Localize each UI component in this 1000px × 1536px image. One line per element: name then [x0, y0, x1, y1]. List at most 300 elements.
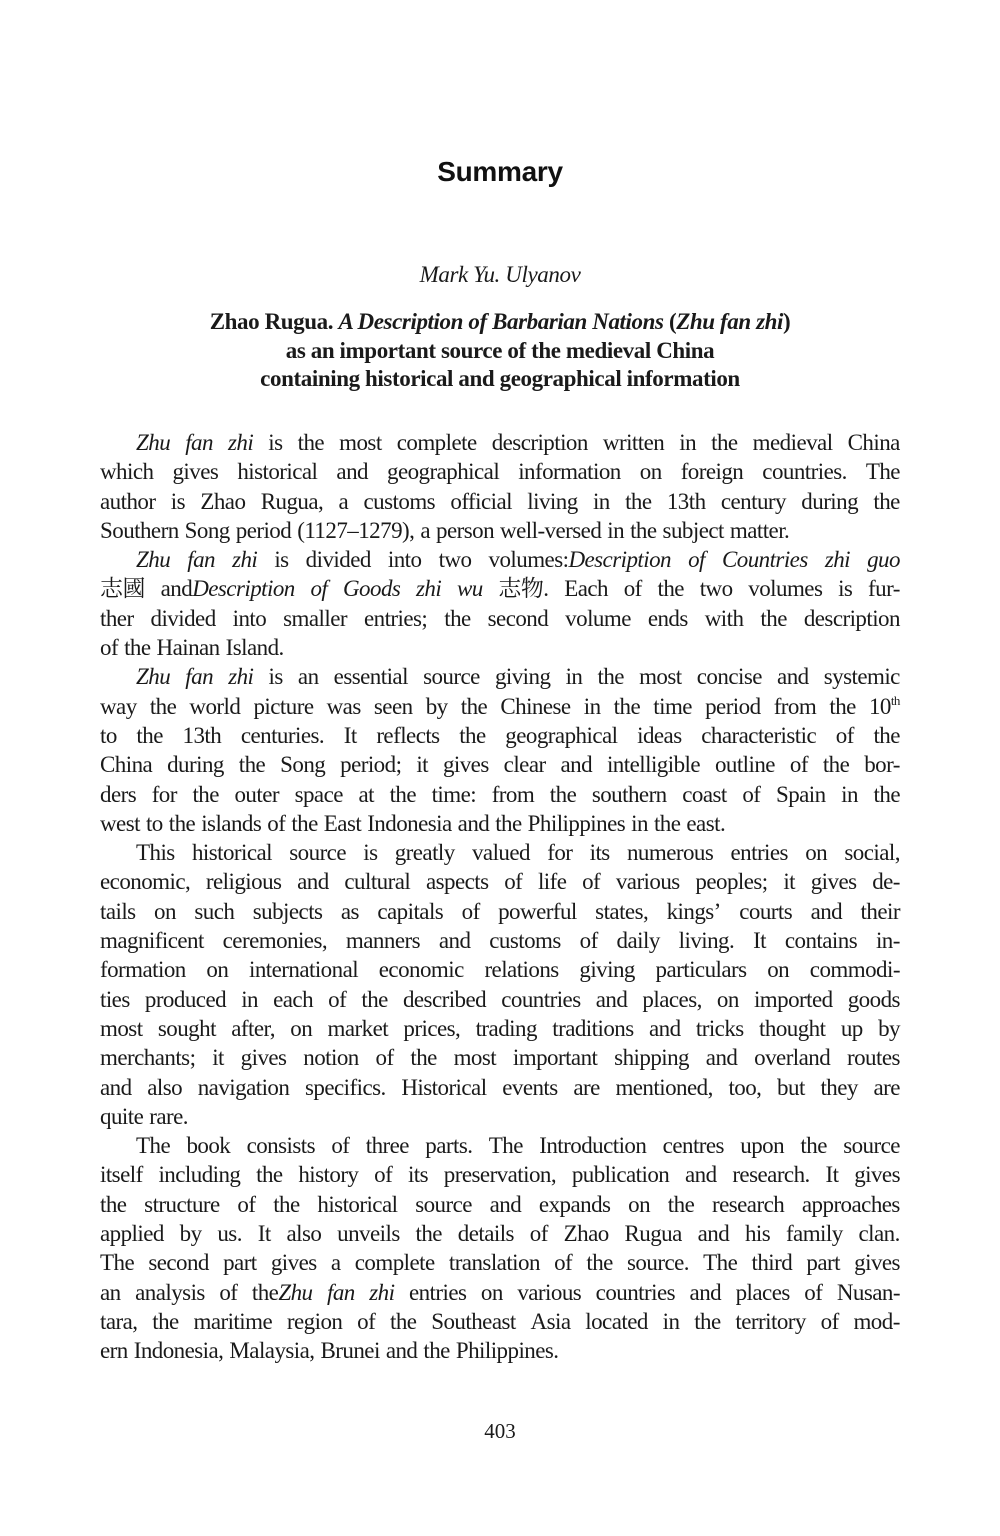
word: us. [217, 1221, 242, 1247]
word: its [589, 840, 610, 866]
word: foreign [680, 459, 744, 485]
word: gives [240, 1045, 287, 1071]
page-number: 403 [484, 1419, 516, 1443]
word: by [179, 1221, 202, 1247]
word: The [865, 459, 900, 485]
word: entries [730, 840, 788, 866]
word: to [100, 722, 117, 748]
word: 13th [666, 488, 706, 514]
word: Historical [401, 1074, 487, 1100]
word: the [423, 1338, 450, 1364]
word: are [573, 1074, 600, 1100]
word: book [186, 1133, 231, 1159]
word: shipping [614, 1045, 690, 1071]
word: characteristic [701, 722, 817, 748]
word: of [461, 898, 480, 924]
word: goods [847, 986, 900, 1012]
text-line [100, 1336, 900, 1365]
word: it [212, 1045, 224, 1071]
word: of [579, 928, 598, 954]
text-line [100, 809, 900, 838]
word: and [336, 459, 368, 485]
word: in [565, 664, 583, 690]
word: ties [100, 986, 130, 1012]
word: east. [686, 810, 726, 836]
word: source [843, 1133, 900, 1159]
word: Zhu [136, 430, 171, 455]
word: mod- [853, 1308, 900, 1334]
word: systemic [823, 664, 900, 690]
word: the [711, 430, 738, 455]
word: on [639, 459, 662, 485]
word: written [602, 430, 665, 455]
word: most [100, 1015, 143, 1041]
word: the [625, 488, 652, 514]
word: into [232, 605, 267, 631]
word: It [825, 1162, 839, 1188]
word: two [438, 547, 472, 573]
word: thought [759, 1015, 826, 1041]
text-line [100, 721, 900, 750]
word: in [679, 430, 697, 455]
word: religious [205, 869, 282, 895]
word: commodi- [809, 957, 900, 983]
word: This [136, 840, 175, 866]
word: historical [237, 459, 318, 485]
word: in [607, 517, 625, 543]
word: Rugua [624, 1221, 682, 1247]
word: essential [333, 664, 408, 690]
word: important [512, 1045, 598, 1071]
word: zhi [228, 430, 254, 455]
word: during [167, 752, 224, 778]
word: was [326, 693, 361, 719]
title-line-2: as an important source of the medieval China [285, 337, 715, 363]
word: from [491, 781, 535, 807]
word: smaller [283, 605, 348, 631]
word: fan [187, 547, 215, 573]
word: and [705, 1045, 738, 1071]
word: are [873, 1074, 900, 1100]
word: part [223, 1250, 257, 1276]
word: overland [754, 1045, 831, 1071]
word: valued [471, 840, 530, 866]
word: states, [595, 898, 649, 924]
word: complete [396, 430, 477, 455]
word: ern [100, 1338, 128, 1364]
word: The [488, 1133, 523, 1159]
author-name: Mark Yu. Ulyanov [419, 262, 581, 287]
word: in [583, 693, 601, 719]
word: three [365, 1133, 409, 1159]
title-line-3: containing historical and geographical information [260, 366, 740, 391]
word: for [547, 840, 573, 866]
word: formation [100, 957, 186, 983]
word: the [297, 430, 325, 455]
word: the [495, 810, 522, 836]
word: cultural [344, 869, 411, 895]
word: second [487, 605, 549, 631]
text-line [100, 1102, 900, 1131]
word: well-versed [500, 517, 602, 543]
word: source [289, 840, 346, 866]
word: capitals [377, 898, 444, 924]
word: and [689, 1279, 722, 1305]
word: divided [150, 605, 216, 631]
word: of [582, 869, 601, 895]
word: economic, [100, 869, 191, 895]
word: Goods [342, 576, 401, 602]
word: on [206, 957, 229, 983]
word: concise [696, 664, 762, 690]
text-line [100, 1014, 900, 1043]
word: and [100, 1074, 132, 1100]
word: tricks [695, 1015, 744, 1041]
text-line [100, 545, 900, 574]
word: the [410, 1045, 437, 1071]
word: of [835, 722, 854, 748]
word: after, [231, 1015, 275, 1041]
word: the [822, 752, 850, 778]
word: space [294, 781, 343, 807]
word: too, [728, 1074, 762, 1100]
word: world [189, 693, 241, 719]
word: approaches [801, 1191, 900, 1217]
word: gives [442, 752, 489, 778]
word: relations [484, 957, 559, 983]
paragraph [100, 662, 900, 838]
word: described [402, 986, 487, 1012]
word: description [491, 430, 588, 455]
word: navigation [197, 1074, 290, 1100]
word: way [100, 693, 137, 719]
word: places [735, 1279, 790, 1305]
word: Rugua, [260, 488, 324, 514]
word: which [100, 459, 154, 485]
word: routes [847, 1045, 900, 1071]
word: of [789, 752, 808, 778]
word: wu [456, 576, 483, 602]
word: of [688, 547, 705, 573]
word: century [720, 488, 786, 514]
word: from [773, 693, 817, 719]
word: and [457, 810, 490, 836]
word: also [286, 1221, 322, 1247]
word: of [529, 1221, 548, 1247]
text-line [100, 692, 900, 721]
text-line [100, 955, 900, 984]
word: gives [270, 1250, 317, 1276]
word: fan [185, 664, 214, 690]
word: subjects [252, 898, 323, 924]
word: gives [854, 1250, 900, 1276]
word: bor- [864, 752, 900, 778]
word: applied [100, 1221, 164, 1247]
word: translation [448, 1250, 540, 1276]
word: expands [538, 1191, 611, 1217]
text-line [100, 604, 900, 633]
text-line [100, 1190, 900, 1219]
word: of [267, 810, 286, 836]
word: geographical [505, 722, 618, 748]
word: is [170, 488, 186, 514]
word: outer [234, 781, 279, 807]
word: the [415, 1221, 442, 1247]
word: region [286, 1308, 343, 1334]
word: particulars [655, 957, 747, 983]
paragraph [100, 428, 900, 545]
word: places, [642, 986, 702, 1012]
word: it [783, 869, 796, 895]
word: in [592, 488, 610, 514]
word: information [518, 459, 621, 485]
word: It [753, 928, 767, 954]
word: guo [867, 547, 900, 573]
word: living [527, 488, 578, 514]
word: outline [714, 752, 775, 778]
word: preservation, [443, 1162, 557, 1188]
word: a [338, 488, 349, 514]
word: ders [100, 781, 137, 807]
word: subject [662, 517, 724, 543]
word: is [268, 664, 283, 690]
word: 志物. [498, 576, 549, 602]
word: history [298, 1162, 359, 1188]
word: giving [579, 957, 635, 983]
word: divided [305, 547, 371, 573]
text-line [100, 1160, 900, 1189]
text-line [100, 838, 900, 867]
word: territory [735, 1308, 806, 1334]
title-paren-close: ) [783, 309, 791, 334]
word: unveils [337, 1221, 400, 1247]
word: magnificent [100, 928, 204, 954]
text-line [100, 780, 900, 809]
text-line [100, 1278, 900, 1307]
article-title [0, 308, 1000, 394]
word: upon [740, 1133, 785, 1159]
word: intelligible [606, 752, 701, 778]
word: powerful [498, 898, 577, 924]
word: fur- [868, 576, 900, 602]
word: the [800, 1133, 827, 1159]
word: Hainan [156, 635, 220, 661]
word: and [810, 898, 843, 924]
word: on [480, 1279, 503, 1305]
word: during [801, 488, 859, 514]
word: kings’ [666, 898, 721, 924]
word: contains [784, 928, 858, 954]
word: Malaysia, [229, 1338, 315, 1364]
summary-body [100, 428, 900, 1366]
text-line [100, 1131, 900, 1160]
word: each [273, 986, 314, 1012]
word: Zhao [200, 488, 246, 514]
word: of [375, 1045, 394, 1071]
word: fan [185, 430, 213, 455]
word: produced [144, 986, 227, 1012]
word: and [685, 1162, 717, 1188]
word: the [829, 693, 856, 719]
word: customs [363, 488, 436, 514]
word: Chinese [500, 693, 571, 719]
word: two [699, 576, 733, 602]
word: quite [100, 1103, 144, 1129]
word: clear [503, 752, 546, 778]
word: up [840, 1015, 863, 1041]
word: his [744, 1221, 771, 1247]
word: the [653, 810, 681, 836]
word: family [785, 1221, 843, 1247]
word: economic [378, 957, 464, 983]
word: Zhu [136, 664, 171, 690]
text-line [100, 1307, 900, 1336]
word: Asia [530, 1308, 571, 1334]
word: parts. [425, 1133, 473, 1159]
word: The [703, 1250, 738, 1276]
word: the [256, 1162, 283, 1188]
word: Island. [225, 635, 284, 661]
word: Each [564, 576, 609, 602]
word: mentioned, [615, 1074, 713, 1100]
word: volume [565, 605, 631, 631]
word: the [460, 693, 488, 719]
word: maritime [193, 1308, 273, 1334]
word: of [331, 1133, 350, 1159]
word: of [237, 1191, 256, 1217]
word: the [238, 752, 266, 778]
word: seen [373, 693, 413, 719]
word: zhi [416, 576, 442, 602]
word: countries [501, 986, 581, 1012]
word: the [873, 488, 900, 514]
word: islands [201, 810, 262, 836]
title-line-1 [0, 308, 1000, 337]
word: part [806, 1250, 840, 1276]
text-line [100, 662, 900, 691]
word: clan. [858, 1221, 900, 1247]
word: (1127–1279), [297, 517, 415, 543]
word: period [705, 693, 761, 719]
word: with [704, 605, 744, 631]
word: ther [100, 605, 134, 631]
word: historical [317, 1191, 398, 1217]
word: the [100, 1191, 127, 1217]
word: peoples; [695, 869, 768, 895]
word: its [407, 1162, 429, 1188]
word: of [742, 781, 761, 807]
title-work-name: A Description of Barbarian Nations [338, 309, 664, 334]
text-line [100, 1219, 900, 1248]
text-line [100, 897, 900, 926]
word: structure [144, 1191, 220, 1217]
word: Indonesia, [133, 1338, 224, 1364]
word: and [297, 869, 329, 895]
word: source [415, 1191, 472, 1217]
word: picture [253, 693, 314, 719]
word: zhi [369, 1279, 395, 1305]
word: at [358, 781, 374, 807]
word: gives [172, 459, 219, 485]
word: of [374, 1162, 393, 1188]
paragraph [100, 545, 900, 662]
word: in [631, 810, 648, 836]
word: the [444, 605, 471, 631]
word: ceremonies, [222, 928, 328, 954]
word: on [628, 1191, 651, 1217]
word: but [777, 1074, 805, 1100]
word: and [697, 1221, 730, 1247]
word: fan [326, 1279, 355, 1305]
word: is [268, 430, 283, 455]
word: in [241, 986, 258, 1012]
word: research [711, 1191, 785, 1217]
word: the [613, 693, 641, 719]
word: life [537, 869, 567, 895]
word: China [847, 430, 900, 455]
word: the [694, 1308, 721, 1334]
word: centres [662, 1133, 724, 1159]
word: of [504, 869, 523, 895]
word: the [760, 605, 787, 631]
word: sought [157, 1015, 216, 1041]
word: the [149, 693, 177, 719]
word: the [136, 722, 163, 748]
word: of [623, 576, 642, 602]
word: East [323, 810, 362, 836]
word: period; [340, 752, 402, 778]
word: most [639, 664, 682, 690]
word: aspects [425, 869, 489, 895]
word: also [147, 1074, 183, 1100]
word: 志國 [100, 576, 145, 602]
word: centuries. [240, 722, 325, 748]
word: the [389, 781, 417, 807]
word: volumes [748, 576, 823, 602]
word: second [148, 1250, 209, 1276]
word: market [327, 1015, 389, 1041]
word: it [416, 752, 429, 778]
word: most [339, 430, 382, 455]
word: by [425, 693, 448, 719]
word: 10th [868, 692, 900, 719]
word: reflects [376, 722, 440, 748]
word: medieval [752, 430, 833, 455]
word: ideas [637, 722, 682, 748]
word: the [873, 781, 900, 807]
word: events [502, 1074, 558, 1100]
word: person [436, 517, 495, 543]
word: countries [595, 1279, 676, 1305]
word: most [453, 1045, 497, 1071]
word: The [100, 1250, 135, 1276]
word: the [390, 1308, 417, 1334]
word: Zhao [563, 1221, 609, 1247]
word: on [290, 1015, 313, 1041]
word: by [878, 1015, 900, 1041]
word: analysis [135, 1279, 205, 1305]
word: official [450, 488, 512, 514]
word: manners [345, 928, 420, 954]
word: entries [408, 1279, 467, 1305]
word: period [235, 517, 292, 543]
word: volumes:Description [488, 547, 671, 573]
word: and [438, 928, 471, 954]
text-line [100, 428, 900, 457]
word: zhi [232, 547, 258, 573]
word: zhi [824, 547, 851, 573]
word: the [152, 1308, 179, 1334]
